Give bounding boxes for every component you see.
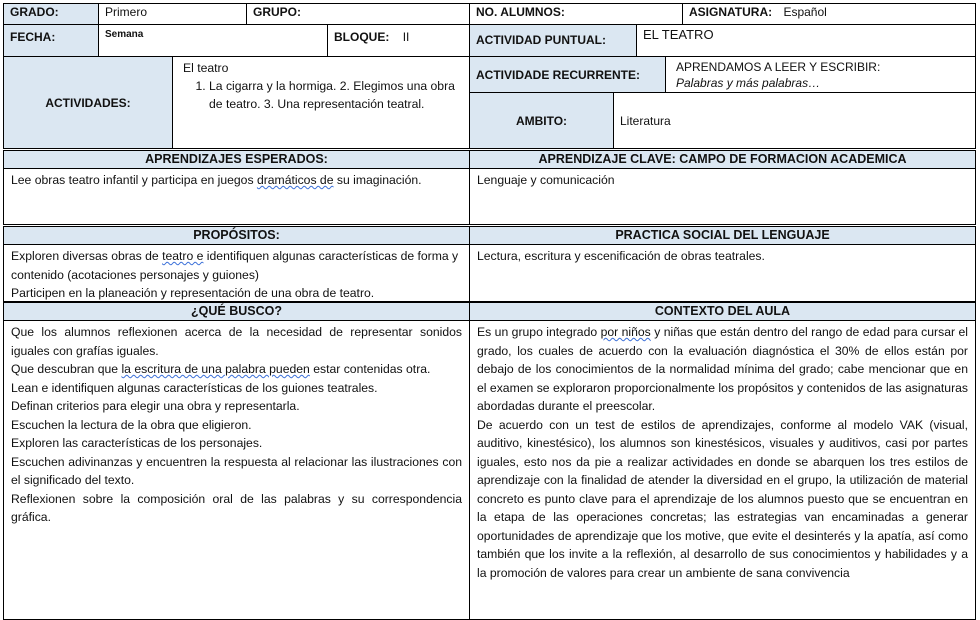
propositos-content [3,244,470,302]
busco-item-8: Reflexionen sobre la composición oral de las palabras y su correspondencia gráfica. [11,491,462,524]
grado-label-cell [3,3,99,25]
busco-item-3: Lean e identifiquen algunas características de los guiones teatrales. [11,380,378,395]
practica-text: Lectura, escritura y escenificación de obras teatrales. [477,249,765,263]
asignatura-cell [682,3,976,25]
aprendizajes-text-b: dramáticos de [256,173,334,187]
propositos-header [3,226,470,245]
grado-label: GRADO: [10,5,59,19]
contexto-title: CONTEXTO DEL AULA [654,304,791,318]
actividades-list [183,77,462,113]
busco-item-6: Exploren las características de los personajes. [11,436,263,450]
actividad-puntual-label: ACTIVIDAD PUNTUAL: [476,33,606,47]
busco-item-7: Escuchen adivinanzas y encuentren la respuesta al relacionar las ilustraciones con el significado del texto. [11,454,462,487]
busco-item-5: Escuchen la lectura de la obra que eligieron. [11,417,252,432]
alumnos-cell [469,3,683,25]
busco-header [3,302,470,321]
bloque-cell [327,24,470,57]
propositos-item-1-c: identifiquen algunas características de forma y contenido (acotaciones personajes y guiones) [11,249,459,282]
contexto-paragraph-1 [477,323,968,416]
busco-item-2-b: la escritura de una palabra pueden [121,362,310,376]
asignatura-value: Español [783,5,827,19]
busco-item-2 [11,360,462,379]
clave-content [469,168,976,225]
actividades-label-cell [3,56,173,149]
busco-item-2-c: estar contenidas otra. [309,362,431,376]
aprendizajes-header [3,150,470,169]
propositos-item-1-b: teatro e [162,249,204,263]
contexto-paragraph-1-b: por niños [600,325,651,339]
recurrente-sub: Palabras y más palabras… [676,76,821,90]
propositos-item-1-a: Exploren diversas obras de [11,249,163,263]
contexto-header [469,302,976,321]
busco-item-2-a: Que descubran que [11,362,122,376]
actividad-puntual-value-cell [636,24,976,57]
contexto-content [469,320,976,620]
propositos-item-1 [11,247,462,284]
aprendizajes-text-a: Lee obras teatro infantil y participa en juegos [11,173,257,187]
clave-title: APRENDIZAJE CLAVE: CAMPO DE FORMACION ACADEMICA [538,152,907,166]
ambito-value-cell [613,92,976,149]
fecha-label: FECHA: [10,30,56,44]
contexto-paragraph-2: De acuerdo con un test de estilos de aprendizajes, conforme al modelo VAK (visual, auditivo, kinestésico), los alumnos son kinestésicos, visuales y auditivos, casi por partes iguales, esto nos da pie a realizar actividades en donde se abarquen los tres estilos de aprendizaje con la finalidad de atender la diversidad en el grupo, la utilización de material concreto es punto clave para el aprendizaje de los alumnos puesto que se encuentran en la etapa de las operaciones concretas; las estrategias van encaminadas a generar oportunidades de aprendizaje que los motive, que evite el desinterés y la apatía, así como también que los invite a la reflexión, al desarrollo de sus conocimientos y habilidades y a la promoción de valores para crear un ambiente de sana convivencia [477,417,968,580]
busco-item-1: Que los alumnos reflexionen acerca de la necesidad de representar sonidos iguales con grafías iguales. [11,325,462,358]
propositos-item-2: Participen en la planeación y representación de una obra de teatro. [11,286,375,300]
propositos-title: PROPÓSITOS: [193,228,280,242]
actividades-item: 1. La cigarra y la hormiga. 2. Elegimos una obra de teatro. 3. Una representación teatral. [209,77,462,113]
actividad-puntual-label-cell [469,24,637,57]
actividades-title: El teatro [183,61,229,75]
recurrente-label-cell [469,56,666,93]
clave-header [469,150,976,169]
fecha-value: Semana [105,29,144,40]
fecha-label-cell [3,24,99,57]
recurrente-value-cell [665,56,976,93]
grupo-label: GRUPO: [253,5,301,19]
practica-title: PRACTICA SOCIAL DEL LENGUAJE [615,228,830,242]
aprendizajes-content [3,168,470,225]
practica-header [469,226,976,245]
recurrente-value: APRENDAMOS A LEER Y ESCRIBIR: [676,60,881,74]
ambito-value: Literatura [620,113,671,128]
grado-value: Primero [105,5,148,19]
busco-item-4: Definan criterios para elegir una obra y representarla. [11,399,300,413]
ambito-label: AMBITO: [515,113,568,128]
busco-content [3,320,470,620]
grupo-cell [246,3,470,25]
aprendizajes-title: APRENDIZAJES ESPERADOS: [145,152,328,166]
aprendizajes-text [11,171,462,190]
contexto-paragraph-1-a: Es un grupo integrado [477,325,601,339]
bloque-label: BLOQUE: [334,30,390,44]
practica-content [469,244,976,302]
actividades-content-cell [172,56,470,149]
busco-title: ¿QUÉ BUSCO? [191,304,282,318]
alumnos-label: NO. ALUMNOS: [476,5,565,19]
clave-text: Lenguaje y comunicación [477,173,615,187]
fecha-value-cell [98,24,328,57]
recurrente-label: ACTIVIDADE RECURRENTE: [476,68,641,82]
actividad-puntual-value: EL TEATRO [643,27,714,42]
contexto-paragraph-1-c: y niñas que están dentro del rango de edad para cursar el grado, los cuales de acuerdo con la evaluación diagnóstica el 30% de ellos están por debajo de los conocimientos de la normalidad mínima del grado; cabe mencionar que en el examen se exploraron proporcionalmente los propósitos y contenidos de las asignaturas abordadas durante el preescolar. [477,325,968,413]
asignatura-label: ASIGNATURA: [689,5,773,19]
bloque-value: II [402,30,410,44]
actividades-label: ACTIVIDADES: [45,95,131,110]
aprendizajes-text-c: su imaginación. [333,173,422,187]
ambito-label-cell [469,92,614,149]
grado-value-cell [98,3,247,25]
